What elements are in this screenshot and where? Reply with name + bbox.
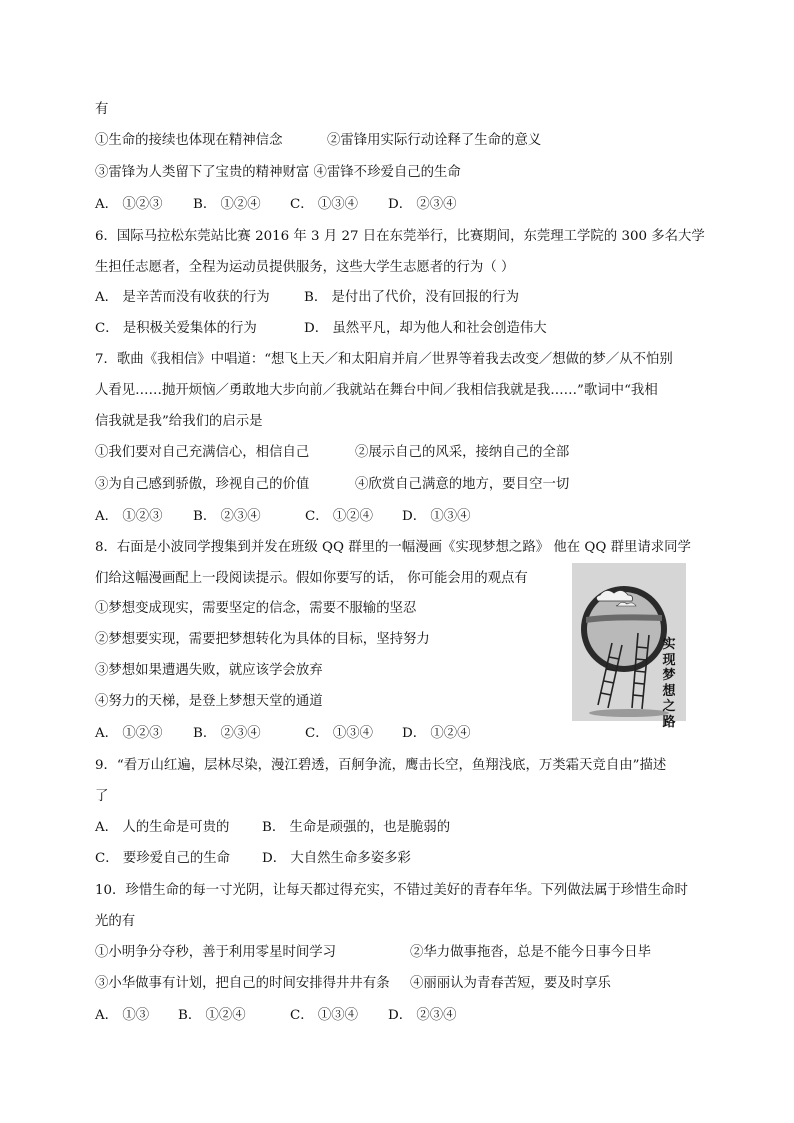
question-6-line-1: 6．国际马拉松东莞站比赛 2016 年 3 月 27 日在东莞举行，比赛期间，东莞理工学院的 300 多名大学	[95, 229, 705, 244]
question-8-line-2: 们给这幅漫画配上一段阅读提示。假如你要写的话， 你可能会用的观点有	[95, 571, 528, 586]
q10-option-d: D． ②③④	[388, 1008, 457, 1023]
question-7-line-2: 人看见……抛开烦恼／勇敢地大步向前／我就站在舞台中间／我相信我就是我……”歌词中“我相	[95, 383, 658, 398]
q9-option-d: D． 大自然生命多姿多彩	[262, 851, 411, 866]
q7-statement-2: ②展示自己的风采，接纳自己的全部	[355, 445, 570, 460]
q8-statement-2: ②梦想要实现，需要把梦想转化为具体的目标，坚持努力	[95, 632, 430, 647]
q7-option-c: C． ①②④	[305, 509, 374, 524]
question-10-line-2: 光的有	[95, 914, 136, 929]
q5-option-a: A． ①②③	[95, 197, 163, 212]
q8-option-d: D． ①②④	[402, 726, 471, 741]
q10-statement-1: ①小明争分夺秒，善于利用零星时间学习	[95, 945, 337, 960]
q9-option-c: C． 要珍爱自己的生命	[95, 851, 231, 866]
q7-option-a: A． ①②③	[95, 509, 163, 524]
question-9-line-2: 了	[95, 789, 109, 804]
q10-statement-3: ③小华做事有计划，把自己的时间安排得井井有条	[95, 976, 390, 991]
q7-statement-1: ①我们要对自己充满信心，相信自己	[95, 445, 310, 460]
q6-option-b: B． 是付出了代价，没有回报的行为	[304, 290, 519, 305]
statement-1: ①生命的接续也体现在精神信念	[95, 133, 283, 148]
q6-option-d: D． 虽然平凡，却为他人和社会创造伟大	[304, 321, 547, 336]
q6-option-a: A． 是辛苦而没有收获的行为	[95, 290, 270, 305]
q10-option-b: B． ①②④	[178, 1008, 246, 1023]
q7-statement-4: ④欣赏自己满意的地方，要目空一切	[355, 477, 570, 492]
q7-option-d: D． ①③④	[402, 509, 471, 524]
cartoon-caption: 实现梦想之路	[662, 637, 676, 730]
statement-3-4: ③雷锋为人类留下了宝贵的精神财富 ④雷锋不珍爱自己的生命	[95, 165, 461, 180]
question-7-line-3: 信我就是我”给我们的启示是	[95, 414, 263, 429]
question-6-line-2: 生担任志愿者，全程为运动员提供服务，这些大学生志愿者的行为（ ）	[95, 260, 515, 275]
q10-statement-4: ④丽丽认为青春苦短，要及时享乐	[410, 976, 611, 991]
q8-statement-1: ①梦想变成现实，需要坚定的信念，需要不服输的坚忍	[95, 601, 417, 616]
cartoon-illustration	[572, 563, 686, 730]
q10-statement-2: ②华力做事拖沓，总是不能今日事今日毕	[410, 945, 652, 960]
text-line: 有	[95, 102, 109, 117]
q5-option-d: D． ②③④	[388, 197, 457, 212]
question-10-line-1: 10．珍惜生命的每一寸光阴，让每天都过得充实，不错过美好的青春年华。下列做法属于珍惜生命时	[95, 883, 688, 898]
q7-statement-3: ③为自己感到骄傲，珍视自己的价值	[95, 477, 310, 492]
q10-option-a: A． ①③	[95, 1008, 150, 1023]
q10-option-c: C． ①③④	[290, 1008, 359, 1023]
question-7-line-1: 7．歌曲《我相信》中唱道：“想飞上天／和太阳肩并肩／世界等着我去改变／想做的梦／从不怕别	[95, 352, 673, 367]
q9-option-b: B． 生命是顽强的，也是脆弱的	[262, 820, 451, 835]
question-8-line-1: 8．右面是小波同学搜集到并发在班级 QQ 群里的一幅漫画《实现梦想之路》 他在 QQ 群里请求同学	[95, 540, 691, 555]
q9-option-a: A． 人的生命是可贵的	[95, 820, 230, 835]
q8-statement-3: ③梦想如果遭遇失败，就应该学会放弃	[95, 663, 323, 678]
q8-option-c: C． ①③④	[305, 726, 374, 741]
q7-option-b: B． ②③④	[193, 509, 261, 524]
q5-option-c: C． ①③④	[290, 197, 359, 212]
q8-option-a: A． ①②③	[95, 726, 163, 741]
q6-option-c: C． 是积极关爱集体的行为	[95, 321, 257, 336]
statement-2: ②雷锋用实际行动诠释了生命的意义	[327, 133, 542, 148]
question-9-line-1: 9．“看万山红遍，层林尽染，漫江碧透，百舸争流，鹰击长空，鱼翔浅底，万类霜天竞自由”描述	[95, 758, 667, 773]
q8-statement-4: ④努力的天梯，是登上梦想天堂的通道	[95, 694, 323, 709]
q8-option-b: B． ②③④	[193, 726, 261, 741]
q5-option-b: B． ①②④	[193, 197, 261, 212]
